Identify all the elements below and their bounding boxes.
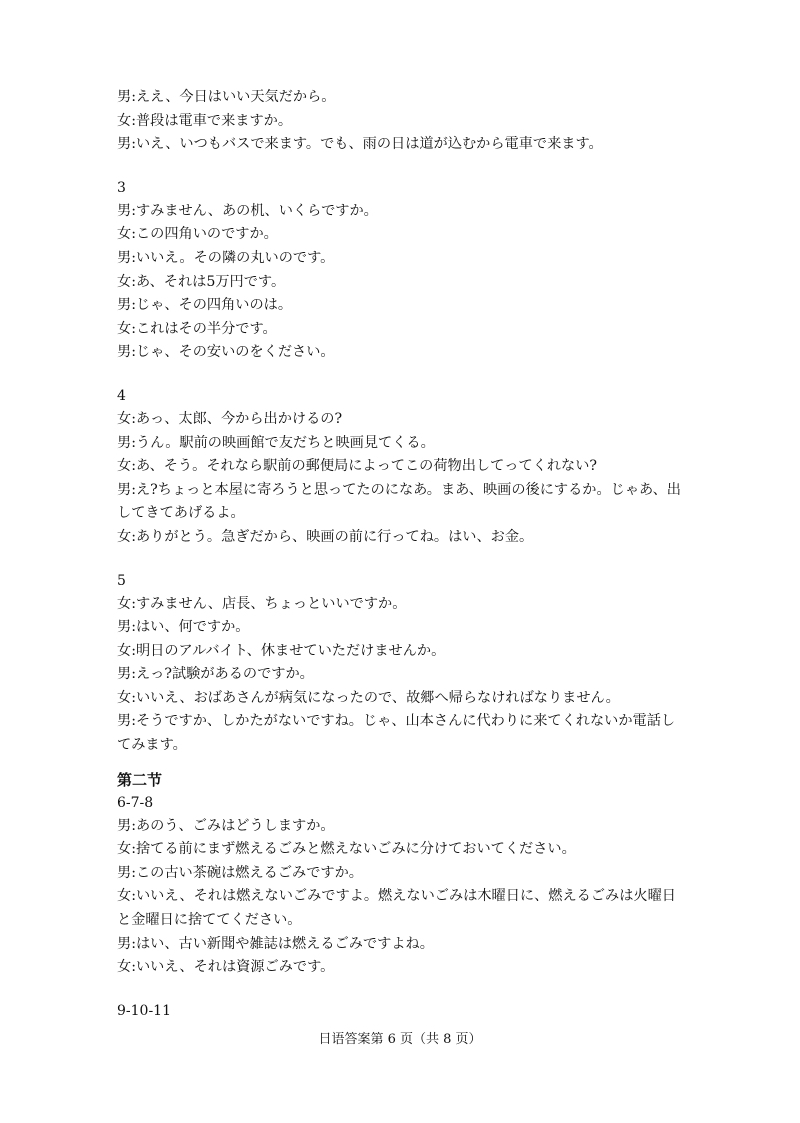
dialogue-line: 女:ありがとう。急ぎだから、映画の前に行ってね。はい、お金。 [117, 528, 534, 545]
dialogue-line: 男:この古い茶碗は燃えるごみですか。 [117, 864, 363, 881]
dialogue-line: 女:いいえ、おばあさんが病気になったので、故郷へ帰らなければなりません。 [117, 689, 620, 706]
dialogue-line: 男:じゃ、その安いのをください。 [117, 344, 335, 361]
dialogue-line: 男:いいえ。その隣の丸いのです。 [117, 249, 335, 266]
dialogue-line: 女:この四角いのですか。 [117, 226, 278, 243]
dialogue-number: 5 [117, 572, 126, 589]
page-content [117, 86, 702, 1023]
dialogue-line: てみます。 [117, 737, 187, 754]
dialogue-line: 女:あ、それは5万円です。 [117, 273, 286, 290]
dialogue-number: 6-7-8 [117, 794, 154, 811]
dialogue-line: と金曜日に捨ててください。 [117, 912, 302, 929]
dialogue-line: 女:いいえ、それは資源ごみです。 [117, 959, 335, 976]
dialogue-6-7-8 [117, 792, 702, 980]
dialogue-line: 女:あ、そう。それなら駅前の郵便局によってこの荷物出してってくれない? [117, 458, 598, 475]
dialogue-line: 女:捨てる前にまず燃えるごみと燃えないごみに分けておいてください。 [117, 841, 576, 858]
dialogue-line: 女:いいえ、それは燃えないごみですよ。燃えないごみは木曜日に、燃えるごみは火曜日 [117, 888, 676, 905]
dialogue-line: 女:普段は電車で来ますか。 [117, 112, 293, 129]
page-footer: 日语答案第 6 页（共 8 页） [318, 1032, 482, 1047]
dialogue-line: 男:すみません、あの机、いくらですか。 [117, 202, 378, 219]
dialogue-line: 男:はい、何ですか。 [117, 619, 250, 636]
dialogue-9-10-11 [117, 1000, 702, 1023]
dialogue-3 [117, 177, 702, 365]
dialogue-line: 女:明日のアルバイト、休ませていただけませんか。 [117, 642, 446, 659]
dialogue-number: 3 [117, 179, 126, 196]
section-title: 第二节 [117, 770, 163, 789]
dialogue-line: 男:はい、古い新聞や雑誌は燃えるごみですよね。 [117, 935, 434, 952]
dialogue-line: 男:えっ?試験があるのですか。 [117, 666, 314, 683]
dialogue-line: してきてあげるよ。 [117, 505, 245, 522]
dialogue-line: 男:そうですか、しかたがないですね。じゃ、山本さんに代わりに来てくれないか電話し [117, 713, 676, 730]
dialogue-line: 男:あのう、ごみはどうしますか。 [117, 817, 335, 834]
dialogue-line: 男:うん。駅前の映画館で友だちと映画見てくる。 [117, 434, 435, 451]
dialogue-number: 9-10-11 [117, 1002, 171, 1019]
dialogue-line: 男:いえ、いつもバスで来ます。でも、雨の日は道が込むから電車で来ます。 [117, 136, 603, 153]
dialogue-line: 男:じゃ、その四角いのは。 [117, 297, 293, 314]
dialogue-line: 女:これはその半分です。 [117, 320, 277, 337]
dialogue-4 [117, 385, 702, 550]
dialogue-2-continued [117, 86, 702, 157]
dialogue-5 [117, 570, 702, 758]
dialogue-line: 男:え?ちょっと本屋に寄ろうと思ってたのになあ。まあ、映画の後にするか。じゃあ、出 [117, 481, 681, 498]
dialogue-line: 女:すみません、店長、ちょっといいですか。 [117, 595, 407, 612]
dialogue-number: 4 [117, 387, 126, 404]
dialogue-line: 女:あっ、太郎、今から出かけるの? [117, 410, 343, 427]
dialogue-line: 男:ええ、今日はいい天気だから。 [117, 89, 336, 105]
